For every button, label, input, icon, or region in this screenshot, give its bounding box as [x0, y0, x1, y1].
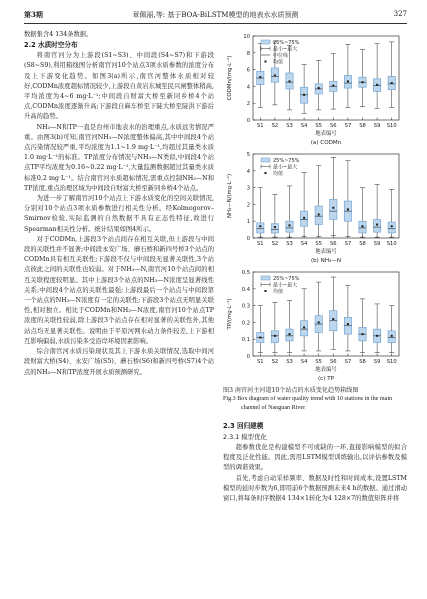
paragraph: 首先,考虑自动采样频率、数据及时性和时间成本,设置LSTM模型的延时步数为6,即用前6个数据预测未来4 h的数据。通过滑动窗口,将每条时序数据4 134×1转化为4 128×7的数值矩阵并将: [223, 474, 407, 503]
mean-marker: [332, 85, 334, 87]
x-tick-label: S4: [300, 359, 308, 365]
y-tick-label: 3: [246, 185, 250, 192]
mean-marker: [318, 213, 320, 215]
legend-entry: 均值: [273, 288, 284, 295]
x-tick-label: S1: [257, 241, 264, 247]
panel-label: (b) NH₃—N: [310, 258, 342, 264]
figure-panel-codmn: [223, 30, 407, 148]
x-tick-label: S4: [300, 241, 308, 247]
figure-panel-tp: [223, 266, 407, 384]
mean-marker: [347, 208, 349, 210]
y-axis-label: NH₃—N/(mg·L⁻¹): [227, 173, 233, 219]
legend-entry: 最小~最大: [273, 46, 298, 53]
legend-entry: 最小~最大: [273, 164, 298, 171]
running-title: 章佩丽,等: 基于BOA-BiLSTM模型的地表水水质预测: [132, 11, 299, 19]
legend-swatch-box: [261, 158, 270, 162]
mean-marker: [347, 323, 349, 325]
mean-marker: [259, 76, 261, 78]
y-axis-label: TP/(mg·L⁻¹): [227, 298, 233, 330]
panel-label: (c) TP: [317, 376, 335, 382]
x-tick-label: S9: [373, 123, 381, 129]
legend-entry: 最小~最大: [273, 282, 298, 289]
legend-entry: 中位线: [273, 52, 289, 59]
x-tick-label: S2: [271, 123, 279, 129]
box: [388, 222, 395, 233]
x-tick-label: S10: [386, 241, 397, 247]
mean-marker: [362, 81, 364, 83]
y-tick-label: 2: [246, 202, 250, 209]
box: [286, 221, 293, 232]
x-tick-label: S2: [271, 241, 279, 247]
mean-marker: [376, 84, 378, 86]
y-tick-label: 6: [246, 67, 250, 74]
caption-english: Fig.3 Box diagram of water quality trend with 10 stations in the main channel of Nanguan River: [223, 396, 393, 411]
right-column: [223, 30, 407, 504]
legend-swatch-box: [261, 276, 270, 280]
y-tick-label: 0.5: [241, 270, 250, 276]
mean-marker: [259, 225, 261, 227]
mean-marker: [347, 80, 349, 82]
mean-marker: [376, 224, 378, 226]
x-tick-label: S7: [344, 123, 352, 129]
x-axis-label: 地表编号: [315, 367, 337, 373]
y-tick-label: 8: [246, 50, 250, 57]
mean-marker: [332, 207, 334, 209]
x-tick-label: S5: [315, 241, 322, 247]
box-plot-tp: [223, 266, 407, 384]
x-tick-label: S7: [344, 359, 352, 365]
running-header: [24, 10, 407, 23]
section-heading: 2.2 水质时空分布: [24, 41, 78, 50]
legend-swatch-mean: [265, 172, 267, 174]
y-tick-label: 0: [246, 236, 250, 242]
paragraph: 综合南官河水质污染现状及其上下游水质关联情况,选取中间河段财富大桥(S4)、永安广场(S5)、蘑石桥(S6)和新四号桥(S7)4个站点的NH₃—N和TP浓度开展水质预测研究。: [24, 348, 214, 376]
x-tick-label: S6: [330, 359, 337, 365]
mean-marker: [259, 337, 261, 339]
x-tick-label: S8: [359, 359, 366, 365]
header-rule: [24, 23, 407, 24]
mean-marker: [289, 80, 291, 82]
x-tick-label: S5: [315, 359, 322, 365]
section-heading: 2.3 回归建模: [223, 422, 264, 430]
x-tick-label: S9: [373, 359, 381, 365]
y-tick-label: 0.2: [241, 320, 250, 327]
legend-swatch-box: [261, 40, 270, 44]
y-tick-label: 4: [246, 84, 250, 91]
legend-swatch-mean: [265, 61, 267, 63]
box-plot-codmn: [223, 30, 407, 148]
box: [257, 223, 264, 233]
mean-marker: [376, 335, 378, 337]
left-column: [24, 30, 214, 378]
right-text: [223, 421, 407, 504]
mean-marker: [303, 94, 305, 96]
mean-marker: [362, 225, 364, 227]
mean-marker: [318, 321, 320, 323]
x-tick-label: S8: [359, 123, 366, 129]
paragraph: 超参数优化是构建模型不可或缺的一环,直接影响模型的拟合程度及泛化性能。因此,需用LSTM模型训练输出,以评估参数及模型的调谐效果。: [223, 444, 407, 472]
mean-marker: [289, 224, 291, 226]
mean-marker: [274, 226, 276, 228]
paragraph: 将南官河分为上游段(S1~S3)、中间段(S4~S7)和下游段(S8~S9),利用箱线图分析南官河10个站点3项水质参数的浓度分布及上下游变化趋势。如图3(a)所示,南官河整体水质相对较好,CODMn浓度超标情况较少,上游段自黄岩东城至民兴闸整体稍高,平均浓度为4~6 mg·L⁻¹;中间段自财富大桥至新同乡桥4个站点,CODMn浓度逐渐升高;下游段自麻车桥至下陡大桥至陡洪下游后升高的趋势。: [24, 52, 214, 121]
y-tick-label: 0.1: [241, 337, 250, 344]
x-axis-label: 地表编号: [315, 131, 337, 137]
box: [330, 199, 337, 219]
box: [373, 220, 380, 233]
panel-label: (a) CODMn: [310, 140, 342, 146]
legend-entry: 均值: [273, 170, 284, 177]
paragraph: 对于CODMn,上游段3个站点间存在相互关联,但上游段与中间段的关联性并不显著;中间段永安广场、蘑石桥和新四号桥3个站点的CODMn具有相互关联性;下游段不仅与中间段无显著关联性,3个站点彼此之间的关联性也较弱。对于NH₃—N,南官河10个站点间的相互关联程度较明显。其中上游段3个站点的NH₃—N浓度呈显著线性关系;中间段4个站点的关联性最强;上游段最后一个站点与中间段第一个站点的NH₃—N浓度有一定的关联性;下游段3个站点无明显关联性,相对独立。相比于CODMn和NH₃—N浓度,南官河10个站点TP浓度的关联性较弱,除上游段3个站点存在相对显著的关联性外,其他站点均无显著关联性。说明由于平原河网水动力条件较差,上下游相互影响偏弱,水质污染多受沿岸环境因素影响。: [24, 235, 214, 345]
x-tick-label: S1: [257, 123, 264, 129]
mean-marker: [303, 217, 305, 219]
box-plot-nh3n: [223, 148, 407, 266]
mean-marker: [274, 74, 276, 76]
issue-number: 第3期: [24, 10, 43, 19]
mean-marker: [318, 87, 320, 89]
figure-caption: [223, 386, 407, 413]
x-tick-label: S1: [257, 359, 264, 365]
x-tick-label: S3: [286, 241, 293, 247]
legend-entry: 25%~75%: [273, 39, 300, 46]
x-tick-label: S10: [386, 123, 397, 129]
legend-entry: 均值: [273, 59, 284, 66]
subsection-heading: 2.3.1 模型优化: [223, 433, 267, 441]
mean-marker: [274, 335, 276, 337]
y-tick-label: 0: [246, 354, 250, 360]
y-tick-label: 5: [246, 152, 250, 158]
y-tick-label: 1: [246, 219, 250, 226]
paragraph: NH₃—N和TP一直是台州市地表水的治理重点,水质远劣情况严重。由图3(b)可知,南官河NH₃—N浓度整体偏高,其中中间段4个站点污染情况较严重,平均浓度为1.1~1.9 mg·L⁻¹,均超过其量类水质1.0 mg·L⁻¹的标准。TP浓度分布情况与NH₃—N类似,中间段4个站点TP平均浓度为0.16~0.22 mg·L⁻¹,大量监测数据超过其量类水质标准0.2 mg·L⁻¹。结合南官河水质超标情况,需重点控制NH₃—N和TP浓度,重点治理区域为中间段自财富大桥至新同乡桥4个站点。: [24, 123, 214, 192]
mean-marker: [391, 82, 393, 84]
x-tick-label: S3: [286, 123, 293, 129]
caption-chinese: 图3 南官河主河道10个站点的水质变化趋势箱线图: [223, 387, 359, 394]
y-tick-label: 4: [246, 168, 250, 175]
x-tick-label: S8: [359, 241, 366, 247]
mean-marker: [303, 326, 305, 328]
figure-panel-nh3n: [223, 148, 407, 266]
legend-swatch-mean: [265, 290, 267, 292]
legend-entry: 25%~75%: [273, 157, 300, 164]
x-tick-label: S9: [373, 241, 381, 247]
y-axis-label: CODMn/(mg·L⁻¹): [227, 55, 233, 101]
x-tick-label: S3: [286, 359, 293, 365]
y-tick-label: 0: [246, 118, 250, 124]
mean-marker: [391, 335, 393, 337]
paragraph: 数据集含4 134条数据。: [24, 31, 93, 38]
x-tick-label: S4: [300, 123, 308, 129]
box: [271, 224, 278, 233]
mean-marker: [391, 225, 393, 227]
x-tick-label: S6: [330, 241, 337, 247]
x-tick-label: S5: [315, 123, 322, 129]
paragraph: 为进一步了解南官河10个站点上下游水质变化的空间关联情况,分别对10个站点3项水质参数进行相关性分析。经Kolmogorov–Smirnov检验,实际监测的自然数据不具有正态性特征,故进行Spearman相关性分析。统计结果如图4所示。: [24, 195, 214, 233]
x-tick-label: S10: [386, 359, 397, 365]
x-axis-label: 地表编号: [315, 249, 337, 255]
x-tick-label: S2: [271, 359, 279, 365]
mean-marker: [332, 318, 334, 320]
x-tick-label: S7: [344, 241, 352, 247]
y-tick-label: 0.4: [241, 286, 250, 293]
page-number: 327: [393, 10, 407, 18]
mean-marker: [362, 333, 364, 335]
x-tick-label: S6: [330, 123, 337, 129]
mean-marker: [289, 333, 291, 335]
y-tick-label: 2: [246, 101, 250, 108]
y-tick-label: 10: [243, 34, 250, 40]
legend-entry: 25%~75%: [273, 275, 300, 282]
y-tick-label: 0.3: [241, 303, 250, 310]
